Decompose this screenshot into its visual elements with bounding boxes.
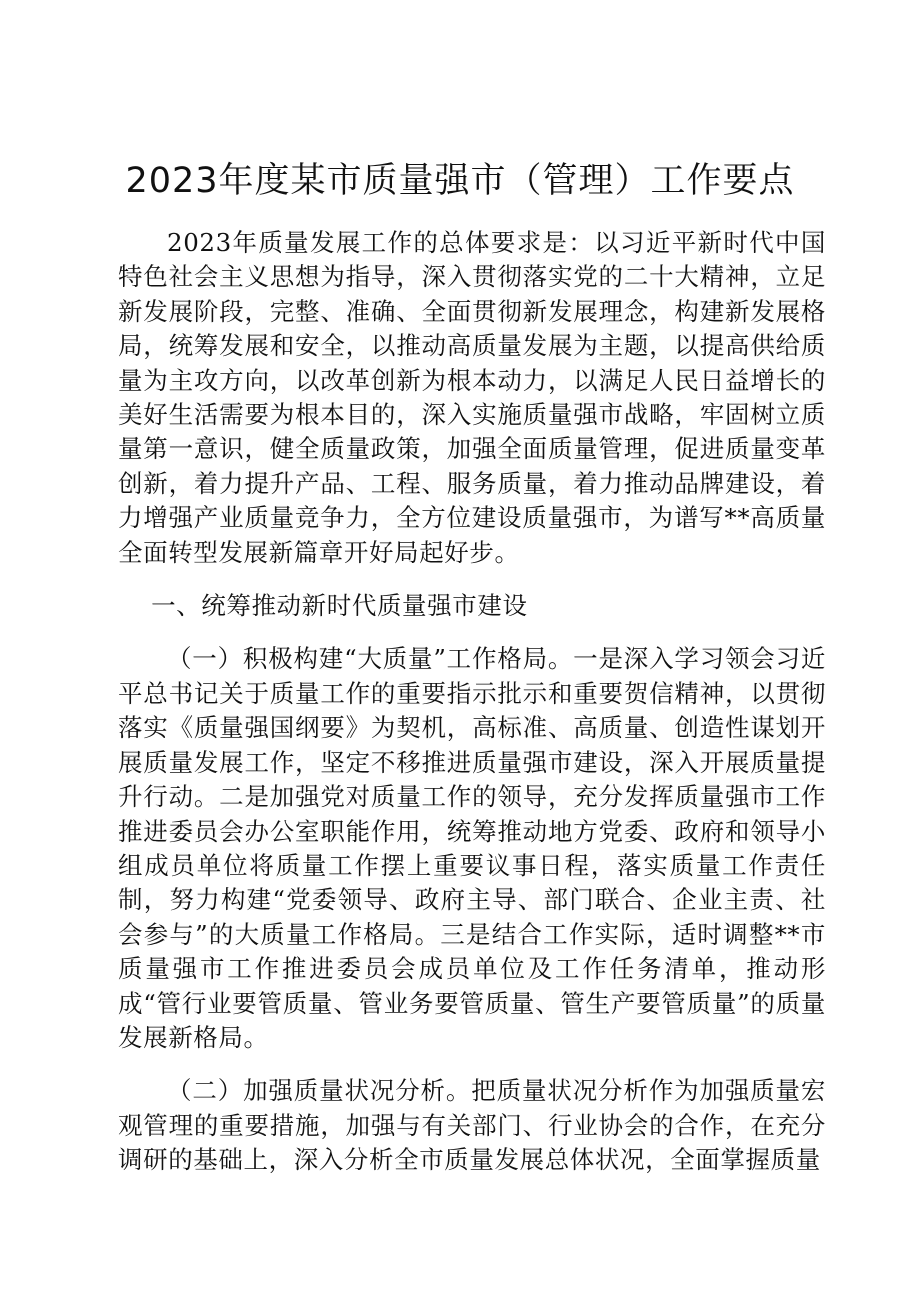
- item-paragraph-2: （二）加强质量状况分析。把质量状况分析作为加强质量宏观管理的重要措施，加强与有关部门、行业协会的合作，在充分调研的基础上，深入分析全市质量发展总体状况，全面掌握质量: [118, 1076, 826, 1175]
- document-title: 2023年度某市质量强市（管理）工作要点: [125, 161, 795, 201]
- item-paragraph-1: （一）积极构建“大质量”工作格局。一是深入学习领会习近平总书记关于质量工作的重要指示批示和重要贺信精神，以贯彻落实《质量强国纲要》为契机，高标准、高质量、创造性谋划开展质量发展工作，坚定不移推进质量强市建设，深入开展质量提升行动。二是加强党对质量工作的领导，充分发挥质量强市工作推进委员会办公室职能作用，统筹推动地方党委、政府和领导小组成员单位将质量工作摆上重要议事日程，落实质量工作责任制，努力构建“党委领导、政府主导、部门联合、企业主责、社会参与”的大质量工作格局。三是结合工作实际，适时调整**市质量强市工作推进委员会成员单位及工作任务清单，推动形成“管行业要管质量、管业务要管质量、管生产要管质量”的质量发展新格局。: [118, 644, 826, 1052]
- document-body: [118, 226, 826, 1178]
- section-heading-1: 一、统筹推动新时代质量强市建设: [151, 591, 528, 621]
- intro-paragraph: 2023年质量发展工作的总体要求是：以习近平新时代中国特色社会主义思想为指导，深入贯彻落实党的二十大精神，立足新发展阶段，完整、准确、全面贯彻新发展理念，构建新发展格局，统筹发展和安全，以推动高质量发展为主题，以提高供给质量为主攻方向，以改革创新为根本动力，以满足人民日益增长的美好生活需要为根本目的，深入实施质量强市战略，牢固树立质量第一意识，健全质量政策，加强全面质量管理，促进质量变革创新，着力提升产品、工程、服务质量，着力推动品牌建设，着力增强产业质量竞争力，全方位建设质量强市，为谱写**高质量全面转型发展新篇章开好局起好步。: [118, 228, 826, 567]
